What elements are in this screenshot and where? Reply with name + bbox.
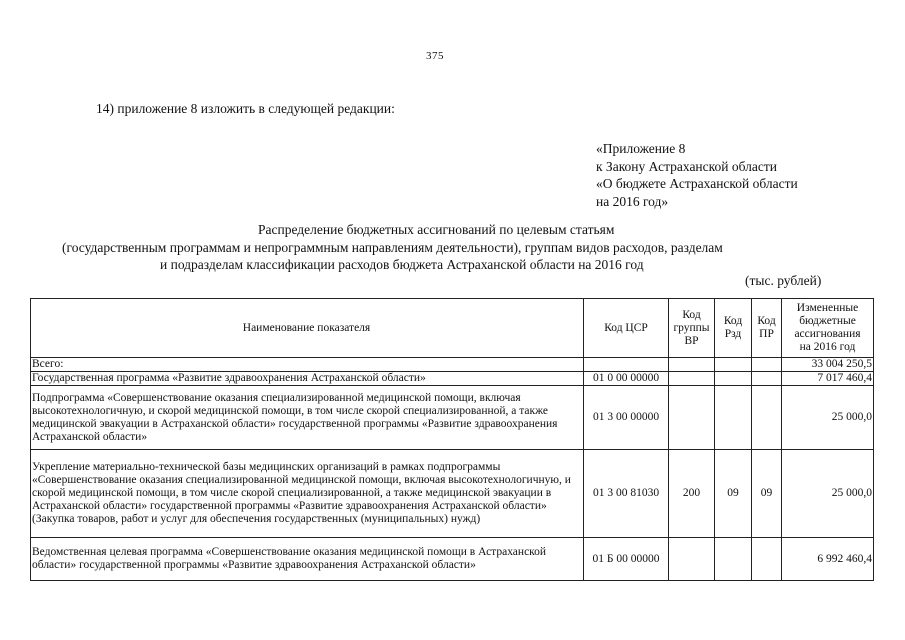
table-row [31, 538, 874, 581]
cell-rzd [715, 538, 752, 581]
header-amount-line-3: ассигнования [794, 328, 861, 340]
table-row [31, 358, 874, 372]
units-label: (тыс. рублей) [745, 273, 822, 288]
cell-pr [752, 386, 782, 450]
cell-csr: 01 3 00 00000 [584, 386, 669, 450]
cell-amount: 25 000,0 [782, 450, 874, 538]
header-pr [752, 299, 782, 358]
table-row [31, 450, 874, 538]
header-pr-line-1: Код [757, 315, 776, 327]
page-number: 375 [426, 50, 444, 62]
table-row [31, 372, 874, 386]
title-line-1: Распределение бюджетных ассигнований по целевым статьям [258, 222, 615, 237]
cell-amount: 7 017 460,4 [782, 372, 874, 386]
header-csr: Код ЦСР [584, 299, 669, 358]
cell-csr: 01 0 00 00000 [584, 372, 669, 386]
cell-amount: 6 992 460,4 [782, 538, 874, 581]
appendix-line-2: к Закону Астраханской области [596, 158, 778, 174]
header-rzd-line-1: Код [723, 315, 743, 327]
appendix-line-4: на 2016 год» [596, 193, 669, 209]
header-amount-line-1: Измененные [796, 302, 859, 314]
cell-name: Государственная программа «Развитие здравоохранения Астраханской области» [31, 372, 584, 386]
title-line-2: (государственным программам и непрограммным направлениям деятельности), группам видов расходов, разделам [62, 239, 723, 255]
cell-amount: 25 000,0 [782, 386, 874, 450]
appendix-reference [596, 140, 798, 210]
cell-name: Всего: [31, 358, 584, 372]
header-vr-line-2: группы [673, 321, 710, 334]
cell-vr: 200 [669, 450, 715, 538]
appendix-line-3: «О бюджете Астраханской области [596, 176, 798, 191]
table-row [31, 386, 874, 450]
cell-rzd [715, 372, 752, 386]
budget-table [30, 298, 874, 581]
document-title [0, 221, 905, 274]
header-vr [669, 299, 715, 358]
cell-pr [752, 538, 782, 581]
cell-pr [752, 372, 782, 386]
appendix-line-1: «Приложение 8 [596, 141, 686, 156]
cell-csr: 01 3 00 81030 [584, 450, 669, 538]
cell-name: Укрепление материально-технической базы медицинских организаций в рамках подпрограммы «Совершенствование оказания специализированной медицинской помощи, включая высокотехнологичную, и скорой медицинской помощи, в том числе скорой специализированной, а также медицинской эвакуации в Астраханской области» государственной программы «Развитие здравоохранения Астраханской области» (Закупка товаров, работ и услуг для обеспечения государственных (муниципальных) нужд) [31, 450, 584, 538]
cell-rzd [715, 358, 752, 372]
header-pr-line-2: ПР [759, 328, 774, 340]
cell-vr [669, 386, 715, 450]
cell-csr: 01 Б 00 00000 [584, 538, 669, 581]
cell-name: Подпрограмма «Совершенствование оказания специализированной медицинской помощи, включая высокотехнологичную, и скорой медицинской помощи, в том числе скорой специализированной, а также медицинской эвакуации в Астраханской области» государственной программы «Развитие здравоохранения Астраханской области» [31, 386, 584, 450]
cell-amount: 33 004 250,5 [782, 358, 874, 372]
header-rzd-line-2: Рзд [724, 328, 742, 340]
title-line-3: и подразделам классификации расходов бюджета Астраханской области на 2016 год [160, 257, 644, 272]
header-rzd [715, 299, 752, 358]
header-name: Наименование показателя [31, 299, 584, 358]
header-amount [782, 299, 874, 358]
cell-vr [669, 538, 715, 581]
header-vr-line-3: ВР [684, 334, 699, 347]
intro-text: 14) приложение 8 изложить в следующей редакции: [96, 101, 395, 116]
cell-rzd: 09 [715, 450, 752, 538]
cell-rzd [715, 386, 752, 450]
cell-pr: 09 [752, 450, 782, 538]
cell-name: Ведомственная целевая программа «Совершенствование оказания медицинской помощи в Астраханской области» государственной программы «Развитие здравоохранения Астраханской области» [31, 538, 584, 581]
table-header-row [31, 299, 874, 358]
header-amount-line-4: на 2016 год [799, 341, 856, 353]
header-amount-line-2: бюджетные [799, 315, 856, 327]
cell-vr [669, 372, 715, 386]
cell-vr [669, 358, 715, 372]
cell-csr [584, 358, 669, 372]
header-vr-line-1: Код [682, 308, 701, 321]
cell-pr [752, 358, 782, 372]
